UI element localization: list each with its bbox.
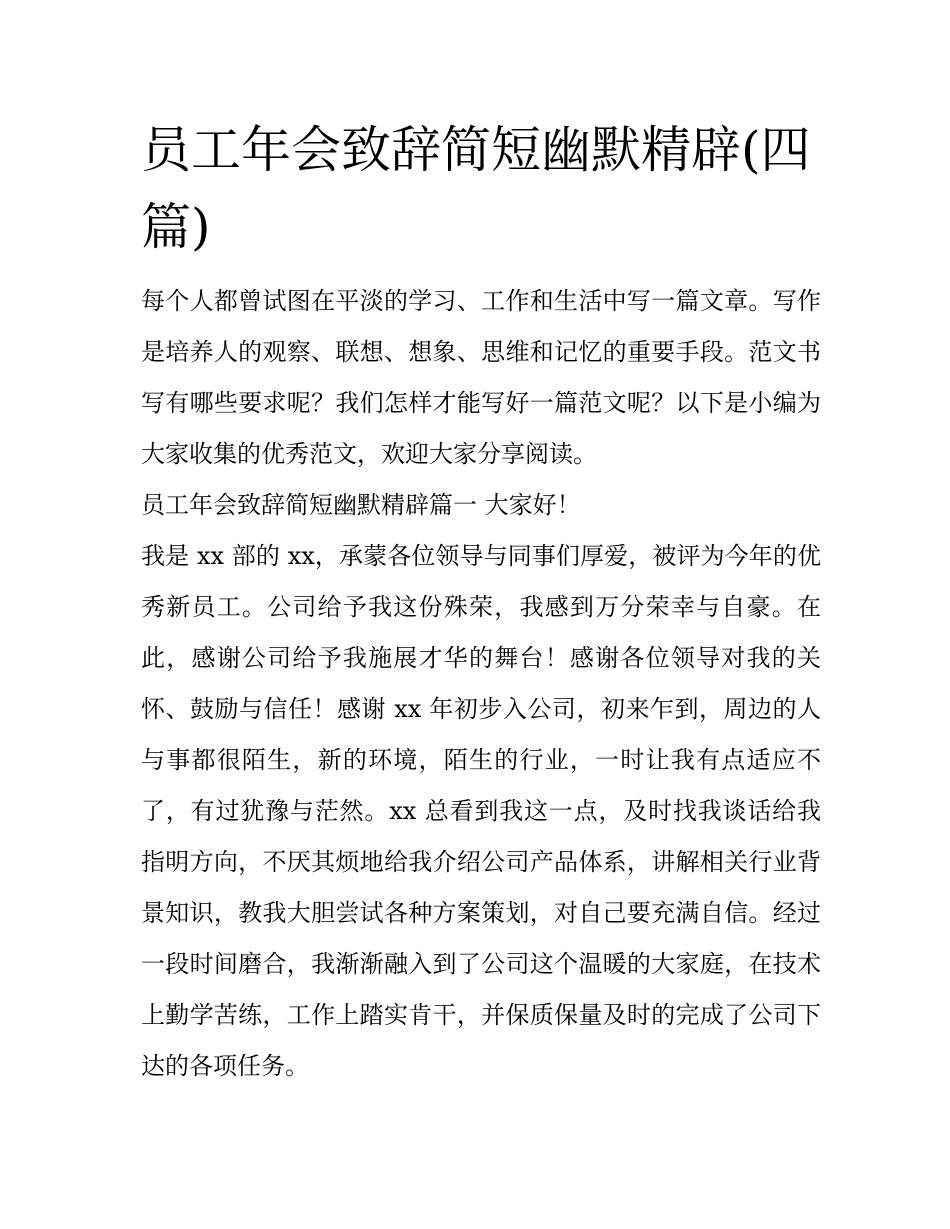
document-title: 员工年会致辞简短幽默精辟(四篇): [141, 121, 811, 256]
document-body: [141, 276, 821, 1092]
intro-paragraph: 每个人都曾试图在平淡的学习、工作和生活中写一篇文章。写作是培养人的观察、联想、想象、思维和记忆的重要手段。范文书写有哪些要求呢？我们怎样才能写好一篇范文呢？以下是小编为大家收集的优秀范文，欢迎大家分享阅读。: [141, 287, 821, 468]
body-paragraph: 我是 xx 部的 xx，承蒙各位领导与同事们厚爱，被评为今年的优秀新员工。公司给予我这份殊荣，我感到万分荣幸与自豪。在此，感谢公司给予我施展才华的舞台！感谢各位领导对我的关怀、鼓励与信任！感谢 xx 年初步入公司，初来乍到，周边的人与事都很陌生，新的环境，陌生的行业，一时让我有点适应不了，有过犹豫与茫然。xx 总看到我这一点，及时找我谈话给我指明方向，不厌其烦地给我介绍公司产品体系，讲解相关行业背景知识，教我大胆尝试各种方案策划，对自己要充满自信。经过一段时间磨合，我渐渐融入到了公司这个温暖的大家庭，在技术上勤学苦练，工作上踏实肯干，并保质保量及时的完成了公司下达的各项任务。: [141, 542, 821, 1080]
section-heading-paragraph: 员工年会致辞简短幽默精辟篇一 大家好！: [141, 491, 581, 519]
